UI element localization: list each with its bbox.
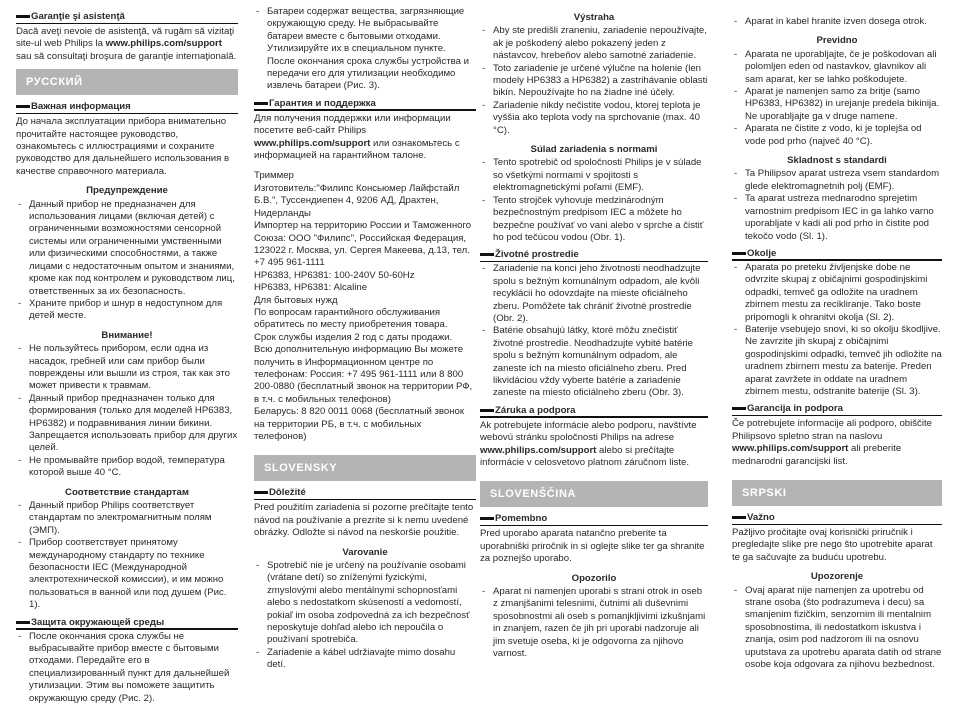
section-heading-ru-environment: Защита окружающей среды bbox=[16, 617, 238, 629]
heading-bar bbox=[254, 102, 268, 105]
sk-environment-list bbox=[480, 263, 708, 399]
sl-warranty-text: Če potrebujete informacije ali podporo, obiščite Philipsovo spletno stran na naslovu www.philips.com/support ali preberite mednarodni garancijski list. bbox=[732, 418, 932, 467]
language-band-russian: РУССКИЙ bbox=[16, 69, 238, 95]
list-item: - Aparata po preteku življenjske dobe ne odvrzite skupaj z običajnimi gospodinjskimi odpadki, temveč ga odložite na uradnem zbirnem mestu za recikliranje. Tako boste pripomogli k ohranitvi okolja (Sl. 2). bbox=[732, 262, 942, 324]
ro-warranty-text: Dacă aveţi nevoie de asistenţă, vă rugăm să vizitaţi site-ul web Philips la www.philips.com/support sau să consultaţi broşura de garanţie internaţională. bbox=[16, 26, 237, 62]
list-item: - Батареи содержат вещества, загрязняющие окружающую среду. Не выбрасывайте батареи вместе с бытовыми отходами. Утилизируйте их в специальном пункте. После окончания срока службы устройства и передачи его для утилизации необходимо извлечь батареи (Рис. 3). bbox=[254, 6, 476, 93]
list-item: - Прибор соответствует принятому международному стандарту по технике безопасности IEC (Международной электротехнической комиссии), и им можно пользоваться в ванной или под душем (Рис. 1). bbox=[16, 537, 238, 611]
sr-intro: Pažljivo pročitajte ovaj korisnički priručnik i pregledajte slike pre nego što upotrebite aparat te ga sačuvajte za buduću upotrebu. bbox=[732, 527, 933, 563]
section-heading-sl-environment: Okolje bbox=[732, 248, 942, 260]
sl-intro: Pred uporabo aparata natančno preberite ta uporabniški priročnik in si oglejte slike ter ga shranite za poznejšo uporabo. bbox=[480, 528, 705, 565]
heading-bar bbox=[16, 621, 30, 624]
heading-bar bbox=[16, 105, 30, 108]
ru-warning-list bbox=[16, 199, 238, 323]
list-item: - Храните прибор и шнур в недоступном для детей месте. bbox=[16, 298, 238, 323]
heading-bar bbox=[254, 491, 268, 494]
column-2 bbox=[254, 6, 476, 672]
sl-standards-label: Skladnost s standardi bbox=[787, 155, 887, 167]
language-band-slovak: SLOVENSKY bbox=[254, 455, 476, 481]
heading-bar bbox=[480, 409, 494, 412]
sk-warranty-text: Ak potrebujete informácie alebo podporu, navštívte webovú stránku spoločnosti Philips na adrese www.philips.com/support alebo si prečítajte informácie v celosvetovo platnom záručnom liste. bbox=[480, 419, 697, 468]
section-heading-sk-important: Dôležité bbox=[254, 487, 476, 499]
list-item: - Aby ste predišli zraneniu, zariadenie nepoužívajte, ak je poškodený alebo pokazený jeden z nástavcov, hrebeňov alebo samotné zariadenie. bbox=[480, 25, 708, 62]
ru-caution-list bbox=[16, 343, 238, 479]
column-1 bbox=[16, 6, 238, 705]
list-item: - Zariadenie na konci jeho životnosti neodhadzujte spolu s bežným komunálnym odpadom, ale kvôli recyklácii ho odovzdajte na mieste oficiálneho zberu. Pomôžete tak chrániť životné prostredie (Obr. 2). bbox=[480, 263, 708, 325]
section-heading-sk-environment: Životné prostredie bbox=[480, 249, 708, 261]
sl-environment-list bbox=[732, 262, 942, 398]
list-item: - Aparat je namenjen samo za britje (samo HP6383, HP6382) in urejanje predela bikinija. Ne uporabljajte ga v druge namene. bbox=[732, 86, 942, 123]
list-item: - Не пользуйтесь прибором, если одна из насадок, гребней или сам прибор были повреждены или вышли из строя, так как это может привести к травмам. bbox=[16, 343, 238, 393]
section-heading-ru-important: Важная информация bbox=[16, 101, 238, 113]
sr-warning-label: Upozorenje bbox=[810, 571, 864, 583]
section-heading-sk-warranty: Záruka a podpora bbox=[480, 405, 708, 417]
list-item: - Aparata ne čistite z vodo, ki je toplejša od vode pod prho (največ 40 °C). bbox=[732, 123, 942, 148]
list-item: - Baterije vsebujejo snovi, ki so okolju škodljive. Ne zavrzite jih skupaj z običajnimi gospodinjskimi odpadki, temveč jih odložite na uradnem zbirnem mestu za baterije. Preden aparat zavržete in oddate na uradnem zbirnem mestu, odstranite baterije (Sl. 3). bbox=[732, 324, 942, 398]
ru-standards-list bbox=[16, 500, 238, 612]
list-item: - Zariadenie a kábel udržiavajte mimo dosahu detí. bbox=[254, 647, 476, 672]
language-band-serbian: SRPSKI bbox=[732, 480, 942, 506]
heading-rule bbox=[254, 499, 476, 501]
ru-caution-label: Внимание! bbox=[101, 329, 153, 341]
list-item: - Данный прибор Philips соответствует стандартам по электромагнитным полям (ЭМП). bbox=[16, 500, 238, 537]
section-heading-sl-important: Pomembno bbox=[480, 513, 708, 525]
sk-intro: Pred použitím zariadenia si pozorne prečítajte tento návod na používanie a prezrite si k nemu uvedené obrázky. Odložte si návod na neskoršie použitie. bbox=[254, 502, 474, 539]
list-item: - Ta aparat ustreza mednarodno sprejetim varnostnim predpisom IEC in ga lahko varno uporabljate v kadi ali pod prho in čistite pod tekočo vodo (Sl. 1). bbox=[732, 193, 942, 243]
list-item: - Не промывайте прибор водой, температура которой выше 40 °C. bbox=[16, 455, 238, 480]
list-item: - Tento strojček vyhovuje medzinárodným bezpečnostným predpisom IEC a môžete ho bezpečne používať vo vani alebo v sprche a čistiť ho pod tečúcou vodou (Obr. 1). bbox=[480, 195, 708, 245]
heading-bar bbox=[732, 516, 746, 519]
sk-caution-label: Výstraha bbox=[573, 12, 615, 23]
heading-rule bbox=[254, 109, 476, 111]
section-heading-sl-warranty: Garancija in podpora bbox=[732, 403, 942, 415]
list-item: - Данный прибор предназначен только для формирования (только для моделей HP6383, HP6382) и подравнивания линии бикини. Запрещается использовать прибор для других целей. bbox=[16, 393, 238, 455]
sl-warning-list-cont bbox=[732, 16, 942, 28]
column-4 bbox=[732, 6, 942, 671]
ru-warranty-text: Для получения поддержки или информации посетите веб-сайт Philips www.philips.com/support или ознакомьтесь с информацией на гарантийном талоне. bbox=[254, 112, 460, 162]
heading-bar bbox=[732, 252, 746, 255]
ru-battery-list bbox=[254, 6, 476, 93]
ru-environment-list bbox=[16, 631, 238, 705]
heading-bar bbox=[480, 253, 494, 256]
section-heading-ro-warranty: Garanţie şi asistenţă bbox=[16, 11, 238, 23]
heading-rule bbox=[16, 23, 238, 25]
section-heading-sr-important: Važno bbox=[732, 512, 942, 524]
heading-rule bbox=[16, 113, 238, 115]
support-link[interactable]: www.philips.com/support bbox=[480, 444, 597, 456]
sk-warning-list bbox=[254, 560, 476, 672]
heading-rule bbox=[480, 416, 708, 418]
language-band-slovenian: SLOVENŠČINA bbox=[480, 481, 708, 507]
heading-rule bbox=[732, 259, 942, 261]
support-link[interactable]: www.philips.com/support bbox=[254, 137, 371, 149]
heading-bar bbox=[16, 15, 30, 18]
heading-rule bbox=[732, 524, 942, 526]
sl-warning-label: Opozorilo bbox=[571, 572, 617, 584]
heading-rule bbox=[732, 415, 942, 417]
ru-trimmer-info: Триммер Изготовитель:"Филипс Консьюмер Лайфстайл Б.В.", Туссендиепен 4, 9206 АД, Драхтен, Нидерланды Импортер на территорию России и Таможенного Союза: ООО "Филипс", Российская Федерация, 123022 г. Москва, ул. Сергея Макеева, д.13, тел. +7 495 961-1111 HP6383, HP6381: 100-240V 50-60Hz HP6383, HP6381: Alcaline Для бытовых нужд По вопросам гарантийного обслуживания обратитесь по месту приобретения товара. Срок службы изделия 2 год с даты продажи. Всю дополнительную информацию Вы можете получить в Информационном центре по телефонам: Россия: +7 495 961-1111 или 8 800 200-0880 (бесплатный звонок на территории РФ, в т.ч. с мобильных телефонов) Беларусь: 8 820 0011 0068 (бесплатный звонок на территории РБ, в т.ч. с мобильных телефонов) bbox=[254, 170, 473, 442]
sk-standards-list bbox=[480, 157, 708, 244]
section-heading-ru-warranty: Гарантия и поддержка bbox=[254, 98, 476, 110]
ru-standards-label: Соответствие стандартам bbox=[65, 486, 189, 498]
column-3 bbox=[480, 6, 708, 660]
support-link[interactable]: www.philips.com/support bbox=[105, 38, 222, 50]
heading-rule bbox=[480, 525, 708, 527]
ru-intro: До начала эксплуатации прибора внимательно прочитайте настоящее руководство, ознакомьтесь с иллюстрациями и сохраните руководство для дальнейшего использования в качестве справочного материала. bbox=[16, 116, 230, 177]
sl-warning-list bbox=[480, 586, 708, 660]
list-item: - Aparat ni namenjen uporabi s strani otrok in oseb z zmanjšanimi telesnimi, čutnimi ali duševnimi sposobnostmi ali oseb s pomanjkljivimi izkušnjami in znanjem, razen če jih pri uporabi nadzoruje ali jim svetuje oseba, ki je odgovorna za njihovo varnost. bbox=[480, 586, 708, 660]
list-item: - Toto zariadenie je určené výlučne na holenie (len modely HP6383 a HP6382) a zastrihávanie oblasti bikín. Nepoužívajte ho na žiadne iné účely. bbox=[480, 63, 708, 100]
list-item: - Spotrebič nie je určený na používanie osobami (vrátane detí) so zníženými fyzickými, zmyslovými alebo mentálnymi schopnosťami alebo s nedostatkom skúseností a vedomostí, pokiaľ im osoba zodpovedná za ich bezpečnosť neposkytuje dohľad alebo ich nepoučila o používaní spotrebiča. bbox=[254, 560, 476, 647]
heading-rule bbox=[16, 628, 238, 630]
sl-standards-list bbox=[732, 168, 942, 242]
sl-caution-label: Previdno bbox=[816, 35, 858, 47]
list-item: - Данный прибор не предназначен для использования лицами (включая детей) с ограниченными возможностями сенсорной системы или ограниченными умственными или физическими способностями, а также лицами с недостаточным опытом и знаниями, кроме как под контролем и руководством лиц, ответственных за их безопасность. bbox=[16, 199, 238, 298]
list-item: - Aparat in kabel hranite izven dosega otrok. bbox=[732, 16, 942, 28]
sl-caution-list bbox=[732, 49, 942, 148]
heading-rule bbox=[480, 261, 708, 263]
list-item: - Tento spotrebič od spoločnosti Philips je v súlade so všetkými normami v spojitosti s elektromagnetickými poľami (EMF). bbox=[480, 157, 708, 194]
support-link[interactable]: www.philips.com/support bbox=[732, 443, 849, 455]
sk-standards-label: Súlad zariadenia s normami bbox=[530, 144, 658, 156]
list-item: - Zariadenie nikdy nečistite vodou, ktorej teplota je vyššia ako teplota vody na sprchovanie (max. 40 °C). bbox=[480, 100, 708, 137]
list-item: - Batérie obsahujú látky, ktoré môžu znečistiť životné prostredie. Neodhadzujte vybité batérie spolu s bežným komunálnym odpadom, ale zaneste ich na miesto oficiálneho zberu. Pred likvidáciou vždy vyberte batérie a zariadenie zaneste na miesto oficiálneho zberu (Obr. 3). bbox=[480, 325, 708, 399]
sr-warning-list bbox=[732, 585, 942, 672]
heading-bar bbox=[732, 407, 746, 410]
list-item: - После окончания срока службы не выбрасывайте прибор вместе с бытовыми отходами. Передайте его в специализированный пункт для дальнейшей утилизации. Этим вы поможете защитить окружающую среду (Рис. 2). bbox=[16, 631, 238, 705]
sk-caution-list bbox=[480, 25, 708, 137]
heading-bar bbox=[480, 517, 494, 520]
list-item: - Aparata ne uporabljajte, če je poškodovan ali polomljen eden od nastavkov, glavnikov ali sam aparat, ker se lahko poškodujete. bbox=[732, 49, 942, 86]
list-item: - Ta Philipsov aparat ustreza vsem standardom glede elektromagnetnih polj (EMF). bbox=[732, 168, 942, 193]
ru-warning-label: Предупреждение bbox=[86, 185, 168, 197]
list-item: - Ovaj aparat nije namenjen za upotrebu od strane osoba (što podrazumeva i decu) sa smanjenim fizičkim, senzornim ili mentalnim sposobnostima, ili nedostatkom iskustva i znanja, osim pod nadzorom ili na osnovu uputstava za upotrebu aparata datih od strane osobe koja odgovara za njihovu bezbednost. bbox=[732, 585, 942, 672]
sk-warning-label: Varovanie bbox=[342, 546, 388, 558]
